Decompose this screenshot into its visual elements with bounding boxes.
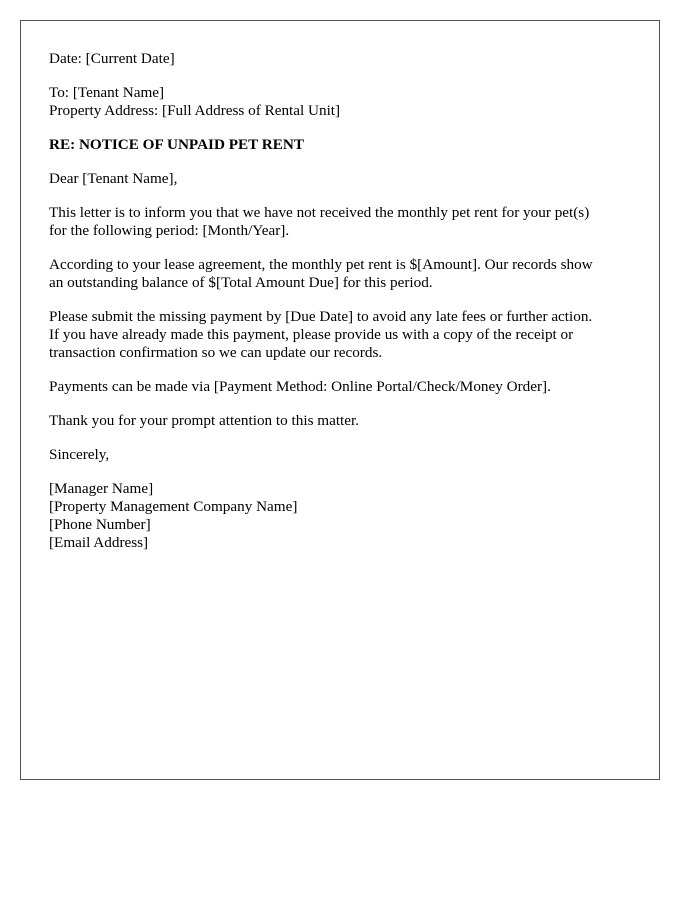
closing xyxy=(49,446,631,464)
company-name: [Property Management Company Name] xyxy=(49,498,298,515)
paragraph-line: transaction confirmation so we can update our records. xyxy=(49,344,383,361)
paragraph-line: This letter is to inform you that we have not received the monthly pet rent for your pet(s) xyxy=(49,204,590,221)
property-address: Property Address: [Full Address of Rental Unit] xyxy=(49,102,341,119)
paragraph-line: for the following period: [Month/Year]. xyxy=(49,222,290,239)
date-line xyxy=(49,50,631,68)
subject-line xyxy=(49,136,631,154)
paragraph-line: Payments can be made via [Payment Method: Online Portal/Check/Money Order]. xyxy=(49,378,551,395)
paragraph-notice xyxy=(49,204,631,240)
paragraph-payment-methods xyxy=(49,378,631,396)
salutation xyxy=(49,170,631,188)
closing-text: Sincerely, xyxy=(49,446,110,463)
paragraph-line: If you have already made this payment, please provide us with a copy of the receipt or xyxy=(49,326,574,343)
paragraph-line: Please submit the missing payment by [Due Date] to avoid any late fees or further action. xyxy=(49,308,593,325)
recipient-name: To: [Tenant Name] xyxy=(49,84,165,101)
paragraph-line: Thank you for your prompt attention to this matter. xyxy=(49,412,360,429)
paragraph-line: an outstanding balance of $[Total Amount Due] for this period. xyxy=(49,274,433,291)
signature-block xyxy=(49,480,631,552)
phone-number: [Phone Number] xyxy=(49,516,151,533)
paragraph-request xyxy=(49,308,631,362)
date-text: Date: [Current Date] xyxy=(49,50,175,67)
letter-page xyxy=(20,20,660,780)
paragraph-line: According to your lease agreement, the monthly pet rent is $[Amount]. Our records show xyxy=(49,256,593,273)
paragraph-thanks xyxy=(49,412,631,430)
salutation-text: Dear [Tenant Name], xyxy=(49,170,178,187)
manager-name: [Manager Name] xyxy=(49,480,154,497)
recipient-block xyxy=(49,84,631,120)
subject-text: RE: NOTICE OF UNPAID PET RENT xyxy=(49,136,304,153)
email-address: [Email Address] xyxy=(49,534,149,551)
paragraph-balance xyxy=(49,256,631,292)
